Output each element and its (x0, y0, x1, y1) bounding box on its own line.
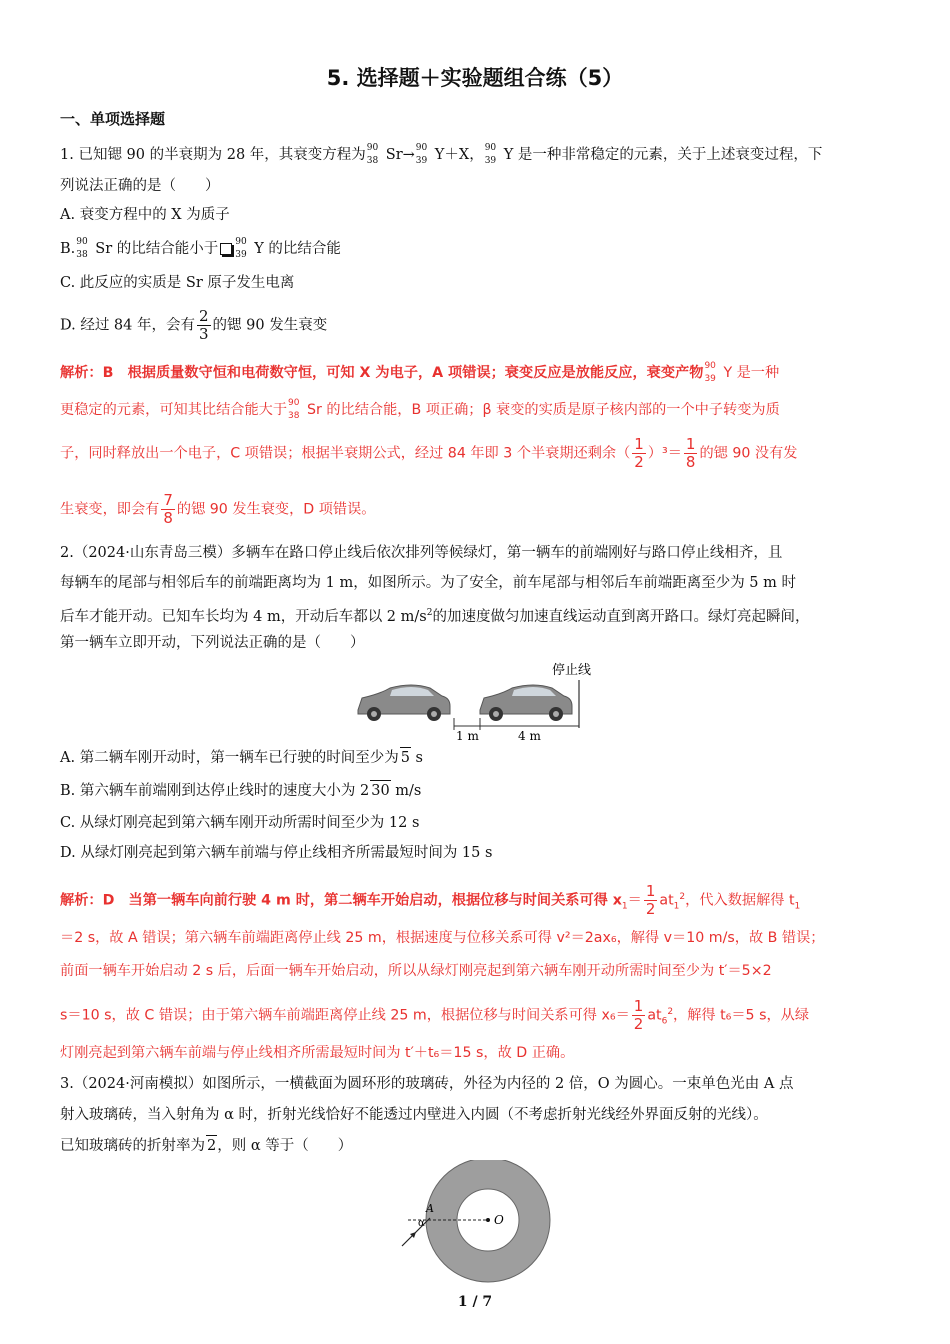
q2-line3: 后车才能开动。已知车长均为 4 m，开动后车都以 2 $m/s^2$的加速度做匀加速直线运动直到离开路口。绿灯亮起瞬间， (60, 608, 810, 625)
a2-line4: s＝10 s，故 C 错误；由于第六辆车前端距离停止线 25 m，根据位移与时间关系可得 x₆＝ $\frac{1}{2}$ $at_6^2$，解得 t₆＝5 s，从绿 (60, 997, 810, 1033)
point-a-label: A (426, 1202, 434, 1215)
glass-ring-figure (398, 1160, 558, 1290)
q2-line1: 2.（2024·山东青岛三模）多辆车在路口停止线后依次排列等候绿灯，第一辆车的前端刚好与路口停止线相齐，且 (60, 545, 783, 561)
a1-line1: 解析：B 根据质量数守恒和电荷数守恒，可知 X 为电子，A 项错误；衰变反应是放能反应，衰变产物 90 39 Y 是一种 (60, 361, 780, 384)
q3-line2: 射入玻璃砖，当入射角为 α 时，折射光线恰好不能透过内壁进入内圆（不考虑折射光线经外界面反射的光线）。 (60, 1107, 768, 1123)
a1-line3: 子，同时释放出一个电子，C 项错误；根据半衰期公式，经过 84 年即 3 个半衰期还剩余（ $\frac{1}{2}$ ）³＝ $\frac{1}{8}$ 的锶 90 没有发 (60, 435, 798, 471)
a2-line2: ＝2 s，故 A 错误；第六辆车前端距离停止线 25 m，根据速度与位移关系可得 v²＝2ax₆，解得 v＝10 m/s，故 B 错误； (60, 930, 825, 946)
y-isotope: 90 39 (415, 143, 428, 166)
q2-option-b: B. 第六辆车前端刚到达停止线时的速度大小为 2 30 m/s (60, 780, 421, 801)
q1-option-b: B. 90 38 Sr 的比结合能小于 90 39 Y 的比结合能 (60, 237, 341, 260)
checkbox-glyph-icon (220, 243, 232, 255)
section-heading: 一、单项选择题 (60, 110, 166, 128)
car-length-label: 4 m (518, 729, 541, 743)
center-o-label: O (494, 1213, 504, 1227)
q2-option-c: C. 从绿灯刚亮起到第六辆车刚开动所需时间至少为 12 s (60, 815, 420, 831)
gap-label: 1 m (456, 729, 479, 743)
q2-line4: 第一辆车立即开动，下列说法正确的是（ ） (60, 635, 365, 651)
page-number: 1 / 7 (457, 1294, 493, 1310)
q1-option-d: D. 经过 84 年，会有 $\frac{2}{3}$ 的锶 90 发生衰变 (60, 307, 328, 343)
page-title: 5. 选择题＋实验题组合练（5） (326, 66, 624, 90)
a2-line1: 解析：D 当第一辆车向前行驶 4 m 时，第二辆车开始启动，根据位移与时间关系可得 $x_1=$ $\frac{1}{2}$ $at_1^2$，代入数据解得 $t_1$ (60, 882, 801, 918)
sr-isotope: 90 38 (366, 143, 379, 166)
car-rear-icon (358, 685, 450, 721)
y-isotope: 90 39 (484, 143, 497, 166)
car-front-icon (480, 685, 572, 721)
a2-line5: 灯刚亮起到第六辆车前端与停止线相齐所需最短时间为 t′＋t₆＝15 s，故 D 正确。 (60, 1045, 575, 1061)
a2-line3: 前面一辆车开始启动 2 s 后，后面一辆车开始启动，所以从绿灯刚亮起到第六辆车刚开动所需时间至少为 t′＝5×2 (60, 963, 772, 979)
q2-option-a: A. 第二辆车刚开动时，第一辆车已行驶的时间至少为 5 s (60, 747, 423, 768)
q3-line3: 已知玻璃砖的折射率为 2，则 α 等于（ ） (60, 1135, 352, 1156)
a1-line2: 更稳定的元素，可知其比结合能大于 90 38 Sr 的比结合能，B 项正确；β 衰变的实质是原子核内部的一个中子转变为质 (60, 398, 780, 421)
q1-option-a: A. 衰变方程中的 X 为质子 (60, 207, 230, 223)
q1-option-c: C. 此反应的实质是 Sr 原子发生电离 (60, 275, 295, 291)
cars-figure (350, 658, 610, 744)
stop-line-label: 停止线 (552, 663, 592, 678)
q3-line1: 3.（2024·河南模拟）如图所示，一横截面为圆环形的玻璃砖，外径为内径的 2 倍，O 为圆心。一束单色光由 A 点 (60, 1076, 794, 1092)
q2-line2: 每辆车的尾部与相邻后车的前端距离均为 1 m，如图所示。为了安全，前车尾部与相邻后车前端距离至少为 5 m 时 (60, 575, 796, 591)
q1-line2: 列说法正确的是（ ） (60, 178, 220, 194)
q2-option-d: D. 从绿灯刚亮起到第六辆车前端与停止线相齐所需最短时间为 15 s (60, 845, 493, 861)
a1-line4: 生衰变，即会有 $\frac{7}{8}$ 的锶 90 发生衰变，D 项错误。 (60, 491, 376, 527)
alpha-label: α (418, 1218, 425, 1229)
q1-line1: 1. 已知锶 90 的半衰期为 28 年，其衰变方程为 90 38 Sr→ 90 39 Y＋X， 90 39 Y 是一种非常稳定的元素，关于上述衰变过程，下 (60, 143, 823, 166)
